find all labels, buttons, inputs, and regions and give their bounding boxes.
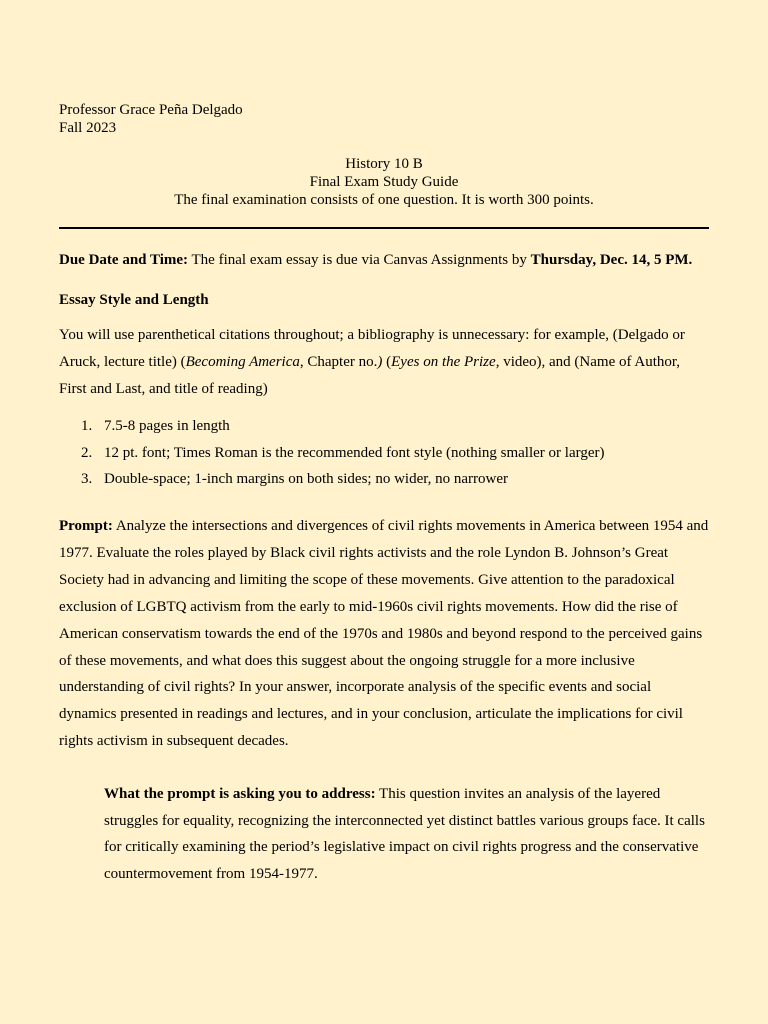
list-text: 7.5-8 pages in length [104,418,230,434]
book-title: Becoming America [185,354,300,370]
list-text: 12 pt. font; Times Roman is the recommended font style (nothing smaller or larger) [104,444,605,461]
document-title: Final Exam Study Guide [309,174,459,190]
prompt-label: Prompt: [59,518,113,534]
document-header [59,101,243,137]
space-paren: ( [382,354,392,370]
address-paragraph [104,781,714,888]
prompt-paragraph [59,513,711,755]
list-number: 1. [81,418,93,434]
due-deadline: Thursday, Dec. 14, 5 PM. [530,252,693,268]
address-label: What the prompt is asking you to address: [104,786,376,802]
professor-name: Professor Grace Peña Delgado [59,102,243,118]
citation-paragraph [59,322,709,403]
exam-summary: The final examination consists of one question. It is worth 300 points. [174,192,594,208]
due-date-paragraph [59,251,719,269]
course-name: History 10 B [345,156,423,172]
video-title: Eyes on the Prize [391,354,496,370]
horizontal-rule [59,227,709,229]
list-number: 3. [81,471,93,487]
citation-intro: You will use parenthetical citations throughout; a bibliography is unnecessary: for example, (Delgado or Aruck, lecture title) ( [59,327,685,370]
title-block [0,155,768,209]
address-text: This question invites an analysis of the layered struggles for equality, recognizing the interconnected yet distinct battles various groups face. It calls for critically examining the period’s legislative impact on civil rights progress and the conservative countermovement from 1954-1977. [104,786,705,883]
term: Fall 2023 [59,120,117,136]
list-text: Double-space; 1-inch margins on both sides; no wider, no narrower [104,471,509,487]
due-label: Due Date and Time: [59,252,189,268]
after-book: , Chapter no. [299,354,378,370]
requirements-list [59,413,709,493]
citation-end: , video), and (Name of Author, First and Last, and title of reading) [59,354,681,397]
list-item [59,440,709,467]
list-number: 2. [81,444,93,461]
list-item [59,413,709,440]
due-text: The final exam essay is due via Canvas Assignments by [188,252,531,268]
essay-style-heading: Essay Style and Length [59,292,209,308]
close-paren: ) [377,354,383,370]
list-item [59,466,709,493]
prompt-text: Analyze the intersections and divergences of civil rights movements in America between 1954 and 1977. Evaluate the roles played by Black civil rights activists and the role Lyndon B. Johnson’s Great Society had in advancing and limiting the scope of these movements. Give attention to the paradoxical exclusion of LGBTQ activism from the early to mid-1960s civil rights movements. How did the rise of American conservatism towards the end of the 1970s and 1980s and beyond respond to the perceived gains of these movements, and what does this suggest about the ongoing struggle for a more inclusive understanding of civil rights? In your answer, incorporate analysis of the specific events and social dynamics presented in readings and lectures, and in your conclusion, articulate the implications for civil rights activism in subsequent decades. [59,518,709,750]
